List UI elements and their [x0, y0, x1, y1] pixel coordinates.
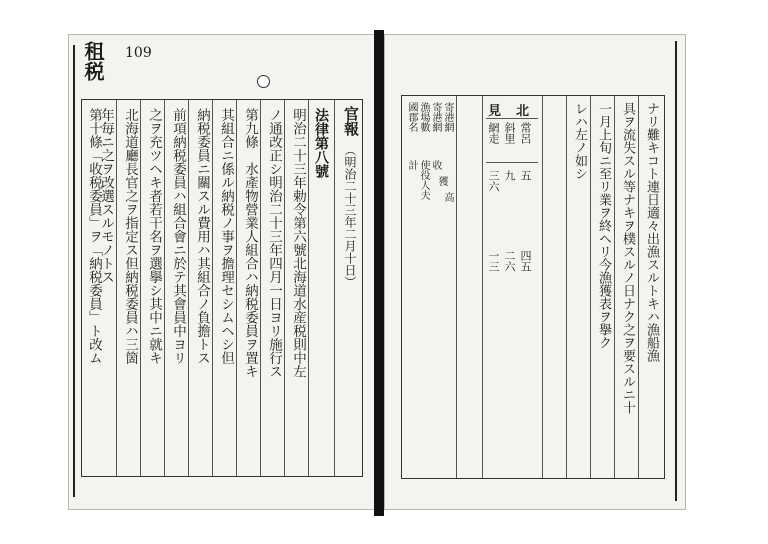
- law-column-7: 之ヲ充ツヘキ者若干名ヲ選擧シ其中ニ就キ: [146, 108, 162, 365]
- law-column-2: ノ通改正シ明治二十三年四月一日ヨリ施行ス: [266, 108, 282, 378]
- header-col-5: 計: [406, 160, 417, 170]
- table-heading-right: 北: [516, 104, 530, 119]
- right-column-1: ナリ難キコト連日適々出漁スルトキハ漁船漁: [644, 102, 659, 362]
- right-page-binding-edge: [675, 41, 677, 501]
- book-gutter: [374, 30, 384, 516]
- header-col-7: 收: [430, 160, 441, 170]
- row-label-3: 常呂: [519, 122, 532, 144]
- right-column-3: 一月上旬ニ至リ業ヲ終ヘリ今漁獲表ヲ擧ク: [596, 102, 611, 349]
- law-column-5: 納税委員ニ關スル費用ハ其組合ノ負擔トス: [194, 108, 210, 365]
- header-col-1: 國郡名: [406, 102, 417, 132]
- row-label-2: 斜里: [503, 122, 516, 144]
- law-column-9: 年毎ニ之ヲ改選スルモノトス: [98, 108, 114, 284]
- law-title: 法律第八號: [313, 108, 329, 178]
- gazette-date: （明治二十三年二月十日）: [343, 144, 357, 288]
- law-column-3: 第九條 水產物營業人組合ハ納税委員ヲ置キ: [242, 108, 258, 378]
- left-page-binding-edge: [73, 45, 75, 497]
- right-column-2: 具ヲ流失スル等ナキヲ樸スルノ日ナク之ヲ要スルニ十: [620, 102, 635, 414]
- header-col-9: 高: [442, 192, 453, 202]
- table-value-1: 三六: [487, 170, 500, 192]
- table-value-2: 九: [503, 170, 516, 181]
- header-col-8: 獲: [436, 176, 447, 186]
- header-col-2: 漁場數: [418, 102, 429, 132]
- right-column-4: レハ左ノ如シ: [572, 102, 587, 180]
- law-column-1: 明治二十三年勅令第六號北海道水産税則中左: [290, 108, 306, 378]
- header-col-6: 使役人夫: [418, 160, 429, 200]
- table-value-6: 四五: [519, 250, 532, 272]
- table-value-4: 一三: [487, 250, 500, 272]
- left-page: [68, 34, 376, 510]
- page-number: 109: [125, 45, 152, 61]
- file-label: 租税: [81, 41, 105, 81]
- table-value-3: 五: [519, 170, 532, 181]
- table-header-columns: [406, 100, 454, 470]
- right-text-frame: [401, 95, 665, 479]
- table-value-5: 二六: [503, 250, 516, 272]
- gazette-heading: 官報: [342, 106, 360, 136]
- header-col-4: 寄港網: [442, 102, 453, 132]
- left-text-frame: [81, 99, 363, 477]
- law-column-8: 北海道廳長官之ヲ指定ス但納税委員ハ三箇: [122, 108, 138, 365]
- header-col-3: 寄港網: [430, 102, 441, 132]
- row-label-1: 網走: [487, 122, 500, 144]
- law-column-4: 其組合ニ係ル納税ノ事ヲ擔理セシムヘシ但: [218, 108, 234, 365]
- law-column-6: 前項納税委員ハ組合會ニ於テ其會員中ヨリ: [170, 108, 186, 365]
- punch-hole: [257, 75, 270, 88]
- catch-table: [486, 100, 538, 470]
- right-page: [384, 34, 686, 510]
- table-heading-left: 見: [488, 104, 502, 119]
- law-column-10: 第十條「收税委員」ヲ「納税委員」ト改ム: [86, 108, 102, 365]
